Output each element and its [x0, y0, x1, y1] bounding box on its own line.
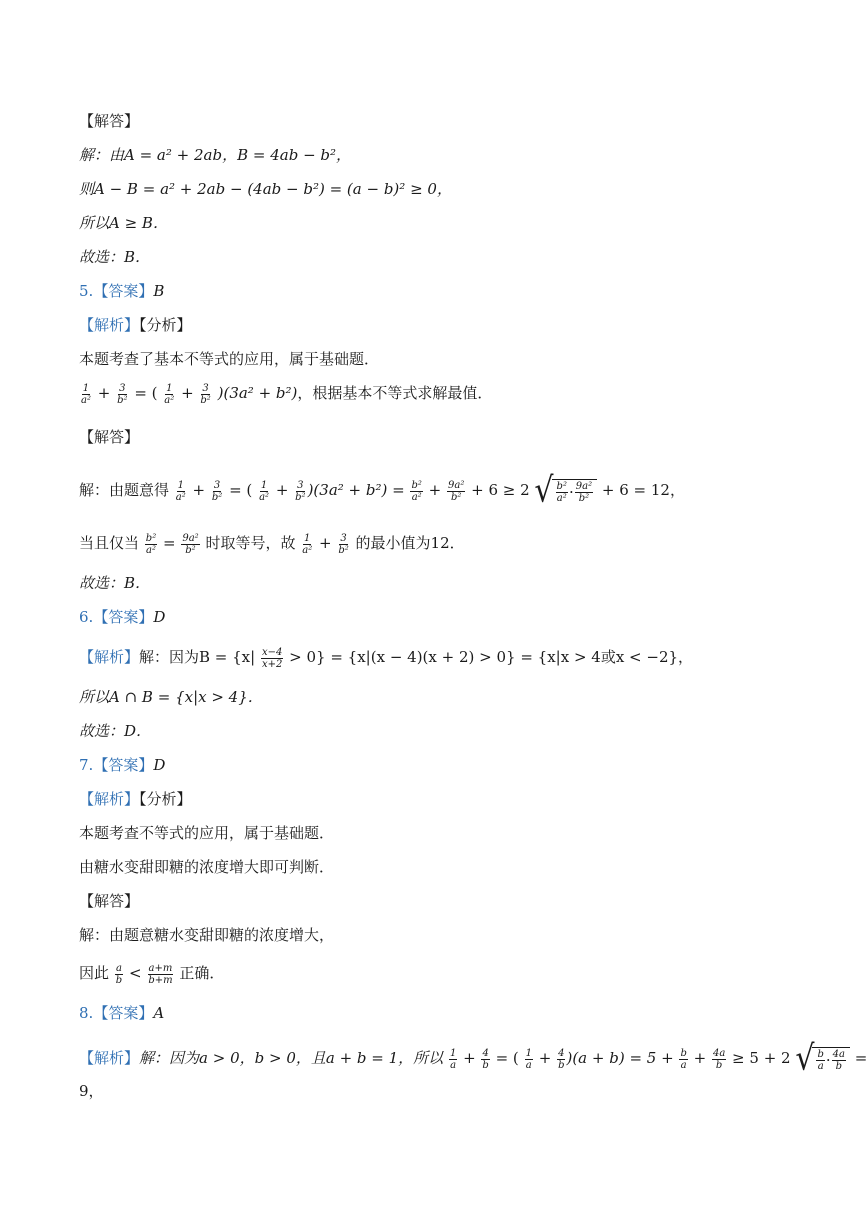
analysis-line: 本题考查不等式的应用，属于基础题．: [79, 824, 335, 842]
question-number: 5.: [79, 282, 94, 300]
fraction: $\frac{1}{\text{a²}}$: [81, 382, 91, 406]
formula-tail: + 6 = 12，: [601, 481, 685, 499]
analysis-line: 本题考查了基本不等式的应用，属于基础题．: [79, 350, 380, 368]
formula-line: 当且仅当 $\frac{\text{b²}}{\text{a²}}$ = $\frac{\text{9a²}}{\text{b²}}$ 时取等号，故 $\frac{1}{\text{a²}}$ + $\frac{3}{\text{b²}}$ 的最小值为12．: [79, 532, 465, 556]
question-header: [79, 606, 165, 628]
answer-tag: 【答案】: [93, 756, 154, 774]
formula-line: 解：由题意得 $\frac{1}{\text{a²}}$ + $\frac{3}{\text{b²}}$ = ( $\frac{1}{\text{a²}}$ + $\frac{3}{\text{b²}}$ )(3a² + b²) = $\frac{\text{b²}}{\text{a²}}$ + $\frac{\text{9a²}}{\text{b²}}$ + 6 ≥ 2 √ $\frac{\text{b²}}{\text{a²}}$ · $\frac{\text{9a²}}{\text{b²}}$ + 6 = 12，: [79, 470, 685, 511]
analysis-tag: 【解析】: [79, 790, 140, 808]
analysis-tag: 【解析】: [79, 1049, 140, 1067]
analysis-sub-tag: 【分析】: [139, 316, 192, 334]
answer-tag: 【答案】: [93, 608, 154, 626]
formula-line: $\frac{1}{\text{a²}}$ + $\frac{3}{\text{b²}}$ = ( $\frac{1}{\text{a²}}$ + $\frac{3}{\text{b²}}$ )(3a² + b²)，根据基本不等式求解最值．: [81, 382, 493, 406]
analysis-sub-tag: 【分析】: [139, 790, 192, 808]
solution-line: 故选：B．: [79, 248, 151, 266]
formula-tail: ，根据基本不等式求解最值．: [297, 384, 493, 402]
formula-line: 【解析】解：因为a > 0，b > 0，且a + b = 1，所以 $\frac{1}{a}$ + $\frac{4}{b}$ = ( $\frac{1}{a}$ + $\frac{4}{b}$ )(a + b) = 5 + $\frac{b}{a}$ + $\frac{4a}{b}$ ≥ 5 + 2 √ $\frac{b}{a}$ · $\frac{4a}{b}$ =: [79, 1038, 867, 1079]
answer-label: 【解答】: [79, 892, 140, 910]
answer-value: D: [153, 756, 166, 774]
formula-tail: 的最小值为12．: [355, 534, 465, 552]
square-root: √ $\frac{b}{a}$ · $\frac{4a}{b}$: [795, 1044, 850, 1074]
solution-line: 故选：B．: [79, 574, 151, 592]
fraction: $\frac{1}{\text{a²}}$: [164, 382, 175, 406]
answer-label: 【解答】: [79, 112, 140, 130]
formula-head: 解：因为a > 0，b > 0，且a + b = 1，所以: [139, 1049, 444, 1067]
solution-line: 解：由题意糖水变甜即糖的浓度增大，: [79, 926, 335, 944]
analysis-line: 由糖水变甜即糖的浓度增大即可判断．: [79, 858, 335, 876]
solution-line: 故选：D．: [79, 722, 152, 740]
formula-tail: 正确．: [179, 964, 225, 982]
formula-line: 因此 $\frac{a}{b}$ < $\frac{a+m}{b+m}$ 正确．: [79, 962, 225, 986]
formula-line: [79, 646, 693, 670]
solution-line: 则A − B = a² + 2ab − (4ab − b²) = (a − b)² ≥ 0，: [79, 180, 452, 198]
formula-head: 因此: [79, 964, 110, 982]
solution-line: 所以A ∩ B = {x|x > 4}．: [79, 688, 263, 706]
formula-tail: > 0} = {x|(x − 4)(x + 2) > 0} = {x|x > 4或x < −2}，: [289, 648, 694, 666]
solution-line: 解：由A = a² + 2ab，B = 4ab − b²，: [79, 146, 352, 164]
fraction: $\frac{3}{\text{b²}}$: [117, 382, 128, 406]
analysis-tag: 【解析】: [79, 316, 140, 334]
question-header: [79, 1002, 164, 1024]
answer-label: 【解答】: [79, 428, 140, 446]
analysis-header: [79, 788, 192, 810]
answer-tag: 【答案】: [93, 1004, 154, 1022]
question-header: [79, 280, 164, 302]
question-header: [79, 754, 165, 776]
formula-head: 当且仅当: [79, 534, 140, 552]
fraction: $\frac{3}{\text{b²}}$: [200, 382, 211, 406]
formula-head: 解：因为B = {x|: [139, 648, 256, 666]
analysis-header: [79, 314, 192, 336]
answer-tag: 【答案】: [93, 282, 154, 300]
analysis-tag: 【解析】: [79, 648, 140, 666]
fraction: $\frac{x-4}{x+2}$: [261, 646, 283, 670]
square-root: √ $\frac{\text{b²}}{\text{a²}}$ · $\frac{\text{9a²}}{\text{b²}}$: [534, 476, 597, 506]
question-number: 6.: [79, 608, 94, 626]
question-number: 7.: [79, 756, 94, 774]
formula-mid: 时取等号，故: [205, 534, 296, 552]
solution-line: 9，: [79, 1082, 104, 1100]
answer-value: A: [153, 1004, 165, 1022]
answer-value: B: [153, 282, 165, 300]
formula-head: 解：由题意得: [79, 481, 170, 499]
answer-value: D: [153, 608, 166, 626]
question-number: 8.: [79, 1004, 94, 1022]
solution-line: 所以A ≥ B．: [79, 214, 168, 232]
